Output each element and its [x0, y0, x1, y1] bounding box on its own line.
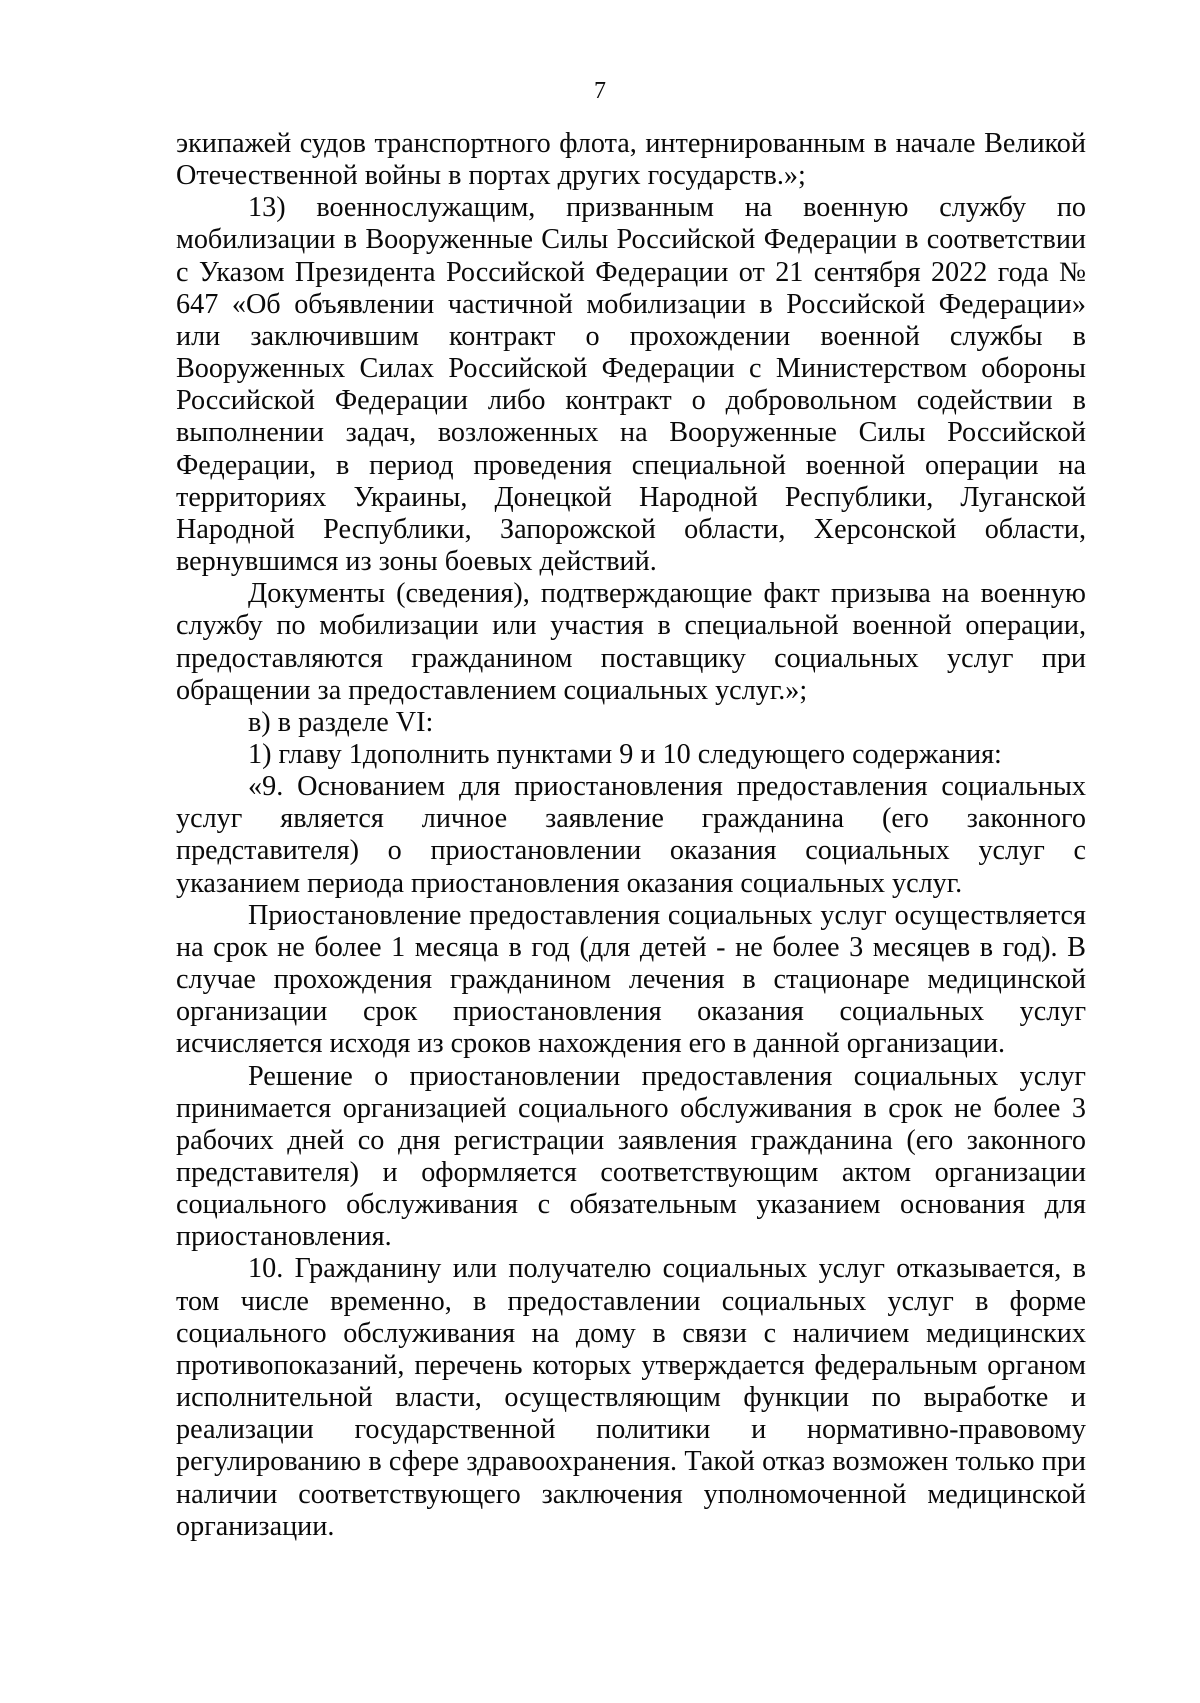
document-body [176, 128, 1086, 1543]
paragraph-item-13: 13) военнослужащим, призванным на военную службу по мобилизации в Вооруженные Силы Российской Федерации в соответствии с Указом Президента Российской Федерации от 21 сентября 2022 года № 647 «Об объявлении частичной мобилизации в Российской Федерации» или заключившим контракт о прохождении военной службы в Вооруженных Силах Российской Федерации с Министерством обороны Российской Федерации либо контракт о добровольном содействии в выполнении задач, возложенных на Вооруженные Силы Российской Федерации, в период проведения специальной военной операции на территориях Украины, Донецкой Народной Республики, Луганской Народной Республики, Запорожской области, Херсонской области, вернувшимся из зоны боевых действий. [176, 192, 1086, 578]
paragraph-suspension-decision: Решение о приостановлении предоставления социальных услуг принимается организацией социального обслуживания в срок не более 3 рабочих дней со дня регистрации заявления гражданина (его законного представителя) и оформляется соответствующим актом организации социального обслуживания с обязательным указанием основания для приостановления. [176, 1060, 1086, 1253]
paragraph-documents: Документы (сведения), подтверждающие факт призыва на военную службу по мобилизации или участия в специальной военной операции, предоставляются гражданином поставщику социальных услуг при обращении за предоставлением социальных услуг.»; [176, 578, 1086, 706]
paragraph-point-9: «9. Основанием для приостановления предоставления социальных услуг является личное заявление гражданина (его законного представителя) о приостановлении оказания социальных услуг с указанием периода приостановления оказания социальных услуг. [176, 771, 1086, 899]
paragraph-continuation: экипажей судов транспортного флота, интернированным в начале Великой Отечественной войны в портах других государств.»; [176, 128, 1086, 192]
page-number: 7 [594, 78, 606, 104]
paragraph-suspension-term: Приостановление предоставления социальных услуг осуществляется на срок не более 1 месяца в год (для детей - не более 3 месяцев в год). В случае прохождения гражданином лечения в стационаре медицинской организации срок приостановления оказания социальных услуг исчисляется исходя из сроков нахождения его в данной организации. [176, 899, 1086, 1060]
paragraph-chapter-1: 1) главу 1дополнить пунктами 9 и 10 следующего содержания: [248, 738, 1002, 770]
paragraph-point-10: 10. Гражданину или получателю социальных услуг отказывается, в том числе временно, в предоставлении социальных услуг в форме социального обслуживания на дому в связи с наличием медицинских противопоказаний, перечень которых утверждается федеральным органом исполнительной власти, осуществляющим функции по выработке и реализации государственной политики и нормативно-правовому регулированию в сфере здравоохранения. Такой отказ возможен только при наличии соответствующего заключения уполномоченной медицинской организации. [176, 1253, 1086, 1542]
paragraph-section-vi: в) в разделе VI: [248, 706, 434, 738]
